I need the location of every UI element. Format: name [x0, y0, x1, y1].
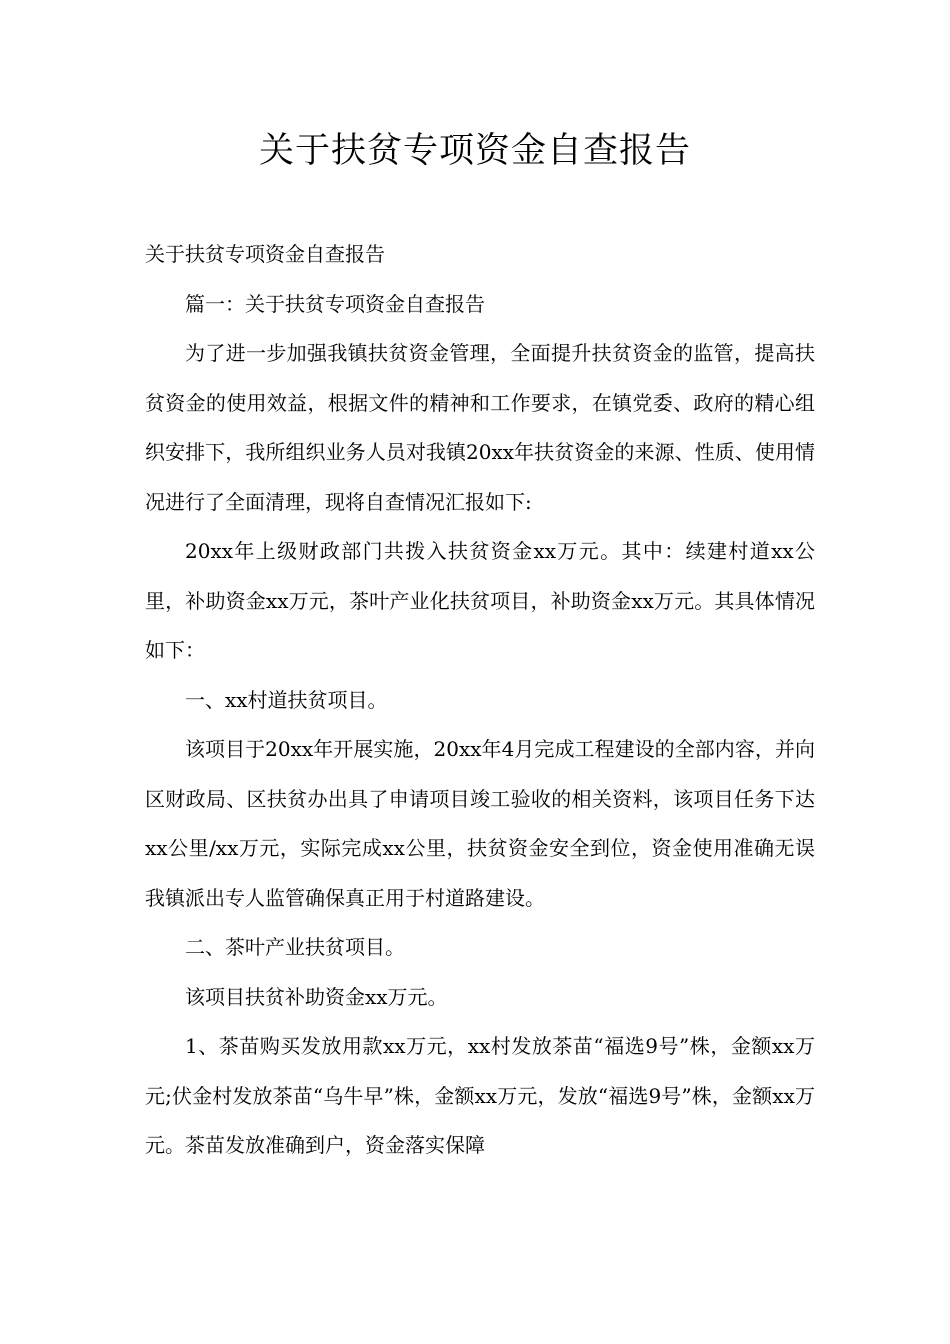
paragraph-village-road: 该项目于20xx年开展实施，20xx年4月完成工程建设的全部内容，并向区财政局、区扶贫办出具了申请项目竣工验收的相关资料，该项目任务下达xx公里/xx万元，实际完成xx公里，扶贫资金安全到位，资金使用准确无误我镇派出专人监管确保真正用于村道路建设。 [145, 737, 815, 910]
document-title: 关于扶贫专项资金自查报告 [258, 131, 691, 171]
document-subtitle: 关于扶贫专项资金自查报告 [145, 242, 385, 266]
document-body [145, 230, 815, 1171]
paragraph-tea-seedlings: 1、茶苗购买发放用款xx万元，xx村发放茶苗“福选9号”株，金额xx万元;伏金村发放茶苗“乌牛早”株，金额xx万元，发放“福选9号”株，金额xx万元。茶苗发放准确到户，资金落实保障 [145, 1034, 815, 1157]
chapter-heading: 篇一：关于扶贫专项资金自查报告 [185, 291, 485, 316]
section-heading-tea-industry: 二、茶叶产业扶贫项目。 [185, 935, 405, 959]
paragraph-tea-subsidy: 该项目扶贫补助资金xx万元。 [185, 984, 448, 1009]
paragraph-intro: 为了进一步加强我镇扶贫资金管理，全面提升扶贫资金的监管，提高扶贫资金的使用效益，根据文件的精神和工作要求，在镇党委、政府的精心组织安排下，我所组织业务人员对我镇20xx年扶贫资金的来源、性质、使用情况进行了全面清理，现将自查情况汇报如下: [145, 341, 815, 514]
section-heading-village-road: 一、xx村道扶贫项目。 [185, 687, 388, 712]
paragraph-funding-overview: 20xx年上级财政部门共拨入扶贫资金xx万元。其中：续建村道xx公里，补助资金xx万元，茶叶产业化扶贫项目，补助资金xx万元。其具体情况如下： [145, 539, 815, 662]
